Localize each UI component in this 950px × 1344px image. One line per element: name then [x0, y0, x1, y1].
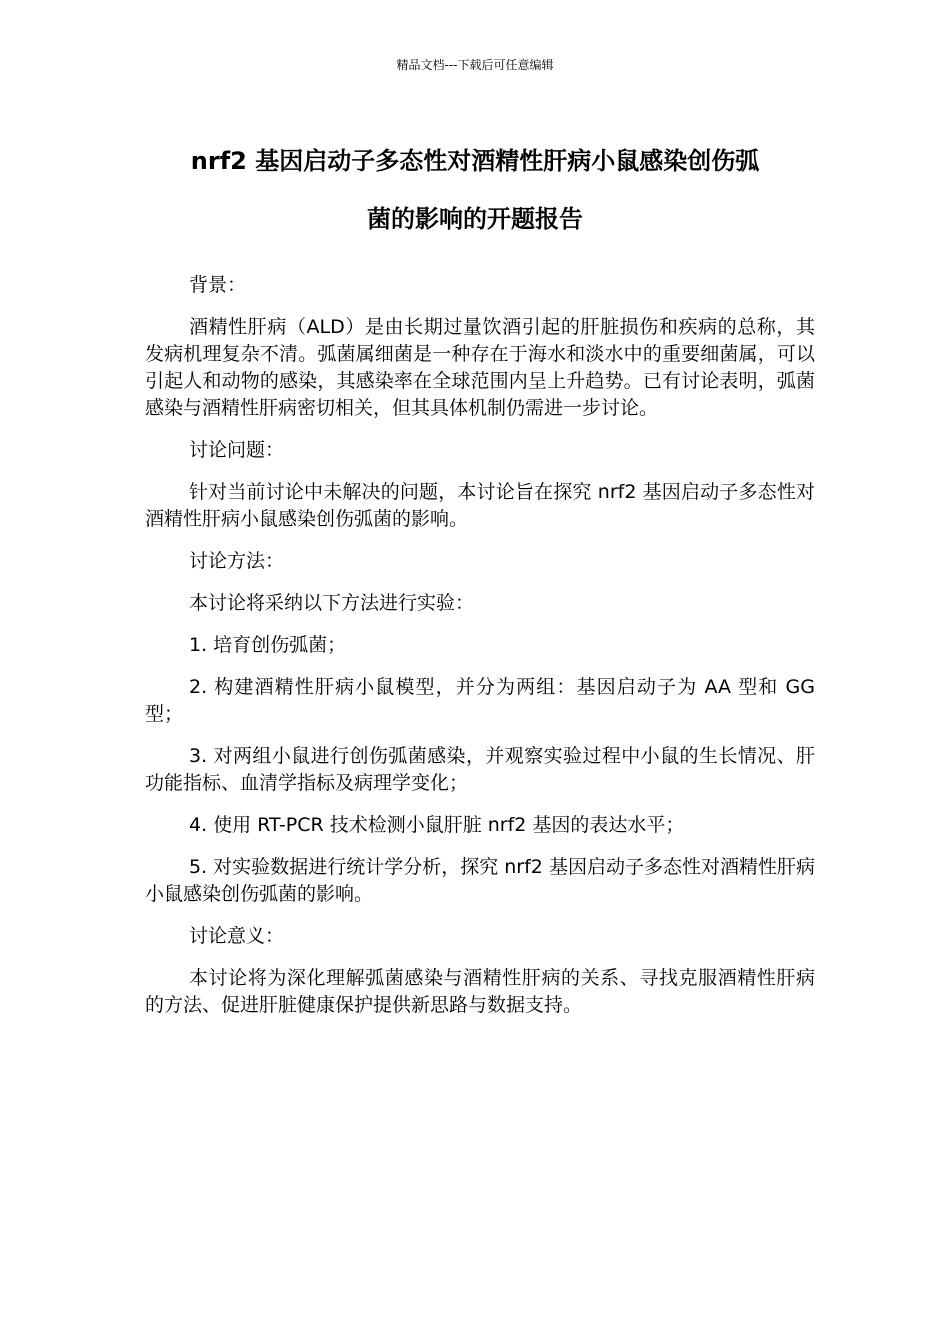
document-body [145, 272, 815, 1034]
heading-method: 讨论方法： [189, 550, 285, 572]
method-step-2: 2. 构建酒精性肝病小鼠模型，并分为两组：基因启动子为 AA 型和 GG 型； [145, 676, 815, 725]
document-title [140, 132, 810, 248]
paragraph-method-intro: 本讨论将采纳以下方法进行实验： [189, 592, 475, 614]
heading-background: 背景： [189, 274, 247, 296]
paragraph-background: 酒精性肝病（ALD）是由长期过量饮酒引起的肝脏损伤和疾病的总称，其发病机理复杂不清。弧菌属细菌是一种存在于海水和淡水中的重要细菌属，可以引起人和动物的感染，其感染率在全球范围内呈上升趋势。已有讨论表明，弧菌感染与酒精性肝病密切相关，但其具体机制仍需进一步讨论。 [145, 316, 815, 419]
method-step-1: 1. 培育创伤弧菌； [189, 634, 347, 656]
paragraph-question: 针对当前讨论中未解决的问题，本讨论旨在探究 nrf2 基因启动子多态性对酒精性肝病小鼠感染创伤弧菌的影响。 [145, 481, 815, 530]
heading-question: 讨论问题： [189, 439, 285, 461]
method-step-4: 4. 使用 RT-PCR 技术检测小鼠肝脏 nrf2 基因的表达水平； [189, 814, 685, 836]
method-step-3: 3. 对两组小鼠进行创伤弧菌感染，并观察实验过程中小鼠的生长情况、肝功能指标、血清学指标及病理学变化； [145, 745, 815, 794]
paragraph-significance: 本讨论将为深化理解弧菌感染与酒精性肝病的关系、寻找克服酒精性肝病的方法、促进肝脏健康保护提供新思路与数据支持。 [145, 967, 815, 1016]
method-step-5: 5. 对实验数据进行统计学分析，探究 nrf2 基因启动子多态性对酒精性肝病小鼠感染创伤弧菌的影响。 [145, 856, 815, 905]
title-line-2: 菌的影响的开题报告 [367, 205, 583, 233]
title-line-1: nrf2 基因启动子多态性对酒精性肝病小鼠感染创伤弧 [190, 147, 760, 175]
header-note: 精品文档---下载后可任意编辑 [396, 58, 554, 72]
heading-significance: 讨论意义： [189, 925, 285, 947]
